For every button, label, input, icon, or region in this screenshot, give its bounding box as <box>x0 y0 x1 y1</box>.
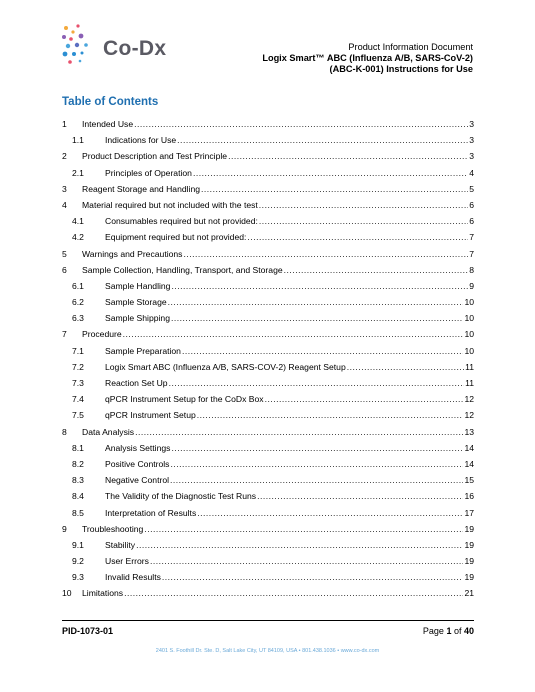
toc-leader-dots <box>171 310 463 326</box>
toc-entry[interactable] <box>62 440 474 456</box>
toc-entry-label[interactable]: Reaction Set Up <box>105 378 168 388</box>
toc-entry-label[interactable]: qPCR Instrument Setup <box>105 410 196 421</box>
toc-entry[interactable] <box>62 537 474 553</box>
toc-entry-label[interactable]: Consumables required but not provided: <box>105 216 258 227</box>
toc-entry-number: 1.1 <box>72 135 84 146</box>
toc-entry-page[interactable]: 11 <box>465 378 474 388</box>
toc-leader-dots <box>162 569 464 585</box>
toc-leader-dots <box>193 165 468 181</box>
toc-entry-page[interactable]: 17 <box>464 507 474 518</box>
toc-entry[interactable] <box>62 585 474 601</box>
toc-entry-label[interactable]: User Errors <box>105 556 149 567</box>
toc-entry-page[interactable]: 10 <box>464 297 474 308</box>
toc-leader-dots <box>171 440 463 456</box>
toc-entry-number: 8.5 <box>72 507 84 518</box>
toc-entry[interactable] <box>62 310 474 326</box>
toc-entry-label[interactable]: Logix Smart ABC (Influenza A/B, SARS-COV-2) Reagent Setup <box>105 361 346 372</box>
toc-entry[interactable] <box>62 343 474 359</box>
toc-entry-number: 7.4 <box>72 394 84 405</box>
toc-entry-label[interactable]: Sample Collection, Handling, Transport, and Storage <box>82 264 283 275</box>
toc-entry-number: 9 <box>62 523 67 534</box>
toc-leader-dots <box>136 537 463 553</box>
toc-leader-dots <box>197 505 463 521</box>
toc-entry[interactable] <box>62 391 474 407</box>
toc-entry-label[interactable]: Product Description and Test Principle <box>82 151 228 162</box>
toc-leader-dots <box>171 278 468 294</box>
toc-entry[interactable] <box>62 246 474 262</box>
toc-entry-number: 6.1 <box>72 280 84 291</box>
toc-entry[interactable] <box>62 132 474 148</box>
toc-entry[interactable] <box>62 407 474 423</box>
toc-entry-number: 9.1 <box>72 539 84 550</box>
toc-entry-label[interactable]: Warnings and Precautions <box>82 248 183 259</box>
toc-entry-label[interactable]: Troubleshooting <box>82 523 144 534</box>
page-prefix: Page <box>422 626 447 636</box>
toc-leader-dots <box>259 197 468 213</box>
toc-entry-page[interactable]: 21 <box>464 588 474 599</box>
toc-entry-label[interactable]: Sample Preparation <box>105 345 181 356</box>
toc-entry-number: 7 <box>62 329 67 340</box>
toc-entry-number: 9.3 <box>72 572 84 583</box>
toc-entry[interactable] <box>62 116 474 132</box>
toc-entry-number: 2.1 <box>72 167 84 178</box>
footer-divider <box>62 620 474 621</box>
toc-entry-number: 9.2 <box>72 556 84 567</box>
toc-leader-dots <box>144 521 463 537</box>
toc-entry-page[interactable]: 7 <box>469 232 474 243</box>
toc-entry-label[interactable]: Intended Use <box>82 119 134 129</box>
toc-entry-number: 1 <box>62 119 67 129</box>
page-of: of <box>451 626 464 636</box>
page-total: 40 <box>463 626 474 636</box>
toc-leader-dots <box>170 456 463 472</box>
toc-entry-label[interactable]: Stability <box>105 539 136 550</box>
toc-entry-page[interactable]: 12 <box>464 394 474 405</box>
toc-entry[interactable] <box>62 294 474 310</box>
toc-entry-page[interactable]: 19 <box>464 523 474 534</box>
toc-entry-page[interactable]: 16 <box>464 491 474 502</box>
toc-entry[interactable] <box>62 521 474 537</box>
toc-entry-page[interactable]: 9 <box>469 280 474 291</box>
toc-entry-number: 6.2 <box>72 297 84 308</box>
toc-leader-dots <box>170 472 463 488</box>
header-line-2: Logix Smart™ ABC (Influenza A/B, SARS-CoV-2) <box>262 53 473 63</box>
toc-entry-number: 10 <box>62 588 72 599</box>
toc-entry-page[interactable]: 12 <box>464 410 474 421</box>
toc-entry[interactable] <box>62 148 474 164</box>
page-indicator <box>423 626 474 636</box>
toc-entry[interactable] <box>62 505 474 521</box>
toc-entry-page[interactable]: 10 <box>464 313 474 324</box>
toc-entry-number: 8.2 <box>72 458 84 469</box>
toc-entry-number: 8.1 <box>72 442 84 453</box>
toc-entry-number: 7.1 <box>72 345 84 356</box>
toc-leader-dots <box>257 488 463 504</box>
toc-entry-page[interactable]: 6 <box>469 216 474 227</box>
table-of-contents <box>62 116 474 602</box>
toc-entry-number: 6.3 <box>72 313 84 324</box>
toc-entry[interactable] <box>62 375 474 391</box>
toc-entry-label[interactable]: Indications for Use <box>105 135 177 146</box>
toc-entry-number: 3 <box>62 183 67 194</box>
toc-entry-page[interactable]: 14 <box>464 442 474 453</box>
toc-entry-page[interactable]: 19 <box>464 556 474 567</box>
toc-entry-number: 7.2 <box>72 361 84 372</box>
toc-leader-dots <box>201 181 468 197</box>
toc-entry-number: 6 <box>62 264 67 275</box>
toc-entry-page[interactable]: 3 <box>469 119 474 129</box>
toc-entry-page[interactable]: 11 <box>465 361 474 372</box>
toc-entry[interactable] <box>62 278 474 294</box>
toc-entry-number: 4.1 <box>72 216 84 227</box>
toc-entry-number: 8 <box>62 426 67 437</box>
toc-leader-dots <box>284 262 469 278</box>
toc-entry-label[interactable]: Negative Control <box>105 475 170 486</box>
toc-entry[interactable] <box>62 326 474 342</box>
toc-leader-dots <box>347 359 464 375</box>
toc-entry-label[interactable]: Procedure <box>82 329 122 340</box>
toc-entry[interactable] <box>62 165 474 181</box>
toc-entry-label[interactable]: Analysis Settings <box>105 442 171 453</box>
toc-entry[interactable] <box>62 181 474 197</box>
toc-entry-page[interactable]: 10 <box>464 329 474 340</box>
document-header <box>262 42 473 75</box>
toc-entry-page[interactable]: 19 <box>464 539 474 550</box>
toc-entry-page[interactable]: 8 <box>469 264 474 275</box>
toc-entry-page[interactable]: 3 <box>469 135 474 146</box>
toc-leader-dots <box>123 326 464 342</box>
toc-leader-dots <box>182 343 463 359</box>
toc-entry-page[interactable]: 5 <box>469 183 474 194</box>
toc-leader-dots <box>183 246 468 262</box>
toc-leader-dots <box>124 585 463 601</box>
toc-entry-number: 8.4 <box>72 491 84 502</box>
toc-entry-label[interactable]: Equipment required but not provided: <box>105 232 247 243</box>
toc-leader-dots <box>135 424 463 440</box>
toc-entry-label[interactable]: Positive Controls <box>105 458 170 469</box>
toc-entry-label[interactable]: Principles of Operation <box>105 167 192 178</box>
page-current: 1 <box>446 626 452 636</box>
toc-entry[interactable] <box>62 262 474 278</box>
toc-entry-number: 7.3 <box>72 378 84 388</box>
toc-entry-page[interactable]: 15 <box>464 475 474 486</box>
toc-title: Table of Contents <box>62 96 159 108</box>
toc-entry[interactable] <box>62 553 474 569</box>
toc-leader-dots <box>247 229 468 245</box>
toc-entry[interactable] <box>62 197 474 213</box>
toc-entry[interactable] <box>62 229 474 245</box>
toc-leader-dots <box>169 375 465 391</box>
toc-entry[interactable] <box>62 424 474 440</box>
toc-leader-dots <box>259 213 468 229</box>
toc-entry-number: 2 <box>62 151 67 162</box>
toc-entry-page[interactable]: 7 <box>469 248 474 259</box>
document-id: PID-1073-01 <box>62 626 114 636</box>
toc-entry-label[interactable]: Material required but not included with the test <box>82 199 258 210</box>
toc-leader-dots <box>228 148 468 164</box>
toc-entry[interactable] <box>62 488 474 504</box>
header-line-3: (ABC-K-001) Instructions for Use <box>329 64 473 74</box>
toc-leader-dots <box>150 553 464 569</box>
toc-entry-page[interactable]: 19 <box>464 572 474 583</box>
toc-entry-number: 4.2 <box>72 232 84 243</box>
toc-leader-dots <box>177 132 468 148</box>
toc-entry-page[interactable]: 14 <box>464 458 474 469</box>
toc-entry-number: 7.5 <box>72 410 84 421</box>
toc-entry[interactable] <box>62 569 474 585</box>
toc-leader-dots <box>168 294 464 310</box>
toc-entry-label[interactable]: Sample Handling <box>105 280 171 291</box>
toc-entry-label[interactable]: qPCR Instrument Setup for the CoDx Box <box>105 394 264 405</box>
toc-entry-page[interactable]: 10 <box>464 345 474 356</box>
toc-entry-number: 4 <box>62 199 67 210</box>
toc-entry-page[interactable]: 6 <box>469 199 474 210</box>
toc-entry[interactable] <box>62 456 474 472</box>
toc-entry-label[interactable]: Invalid Results <box>105 572 161 583</box>
toc-leader-dots <box>265 391 464 407</box>
toc-entry-label[interactable]: Interpretation of Results <box>105 507 197 518</box>
toc-entry[interactable] <box>62 213 474 229</box>
toc-entry-label[interactable]: Sample Shipping <box>105 313 170 324</box>
toc-entry-page[interactable]: 13 <box>464 426 474 437</box>
toc-entry[interactable] <box>62 359 474 375</box>
toc-entry[interactable] <box>62 472 474 488</box>
header-line-1: Product Information Document <box>348 42 473 52</box>
toc-entry-label[interactable]: Reagent Storage and Handling <box>82 183 201 194</box>
toc-entry-page[interactable]: 4 <box>469 167 474 178</box>
dot-cluster-logo-icon <box>60 22 105 66</box>
toc-entry-number: 8.3 <box>72 475 84 486</box>
toc-entry-page[interactable]: 3 <box>469 151 474 162</box>
toc-entry-number: 5 <box>62 248 67 259</box>
toc-leader-dots <box>134 116 468 132</box>
toc-entry-label[interactable]: Limitations <box>82 588 124 599</box>
brand-name: Co-Dx <box>103 37 167 60</box>
toc-leader-dots <box>197 407 464 423</box>
footer-address: 2401 S. Foothill Dr. Ste. D, Salt Lake City, UT 84109, USA • 801.438.1036 • www.co-dx.com <box>155 648 380 654</box>
toc-entry-label[interactable]: Data Analysis <box>82 426 135 437</box>
toc-entry-label[interactable]: Sample Storage <box>105 297 167 308</box>
toc-entry-label[interactable]: The Validity of the Diagnostic Test Runs <box>105 491 257 502</box>
